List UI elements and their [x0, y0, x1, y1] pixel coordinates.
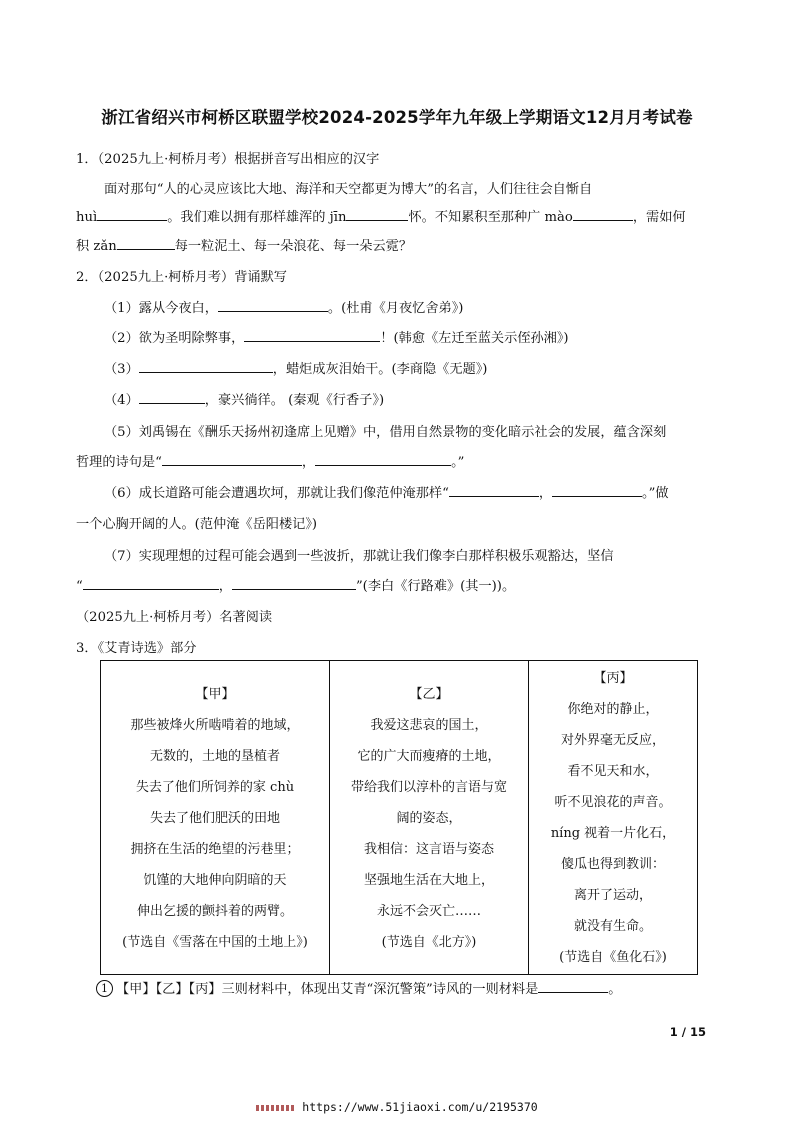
answer-blank[interactable]: [139, 360, 273, 373]
page-number: 1 / 15: [669, 1025, 706, 1039]
answer-blank[interactable]: [552, 484, 642, 497]
poem-line: 带给我们以淳朴的言语与宽: [350, 780, 507, 795]
circled-number-1: 1: [96, 980, 113, 997]
answer-blank[interactable]: [162, 453, 302, 466]
answer-blank[interactable]: [244, 329, 380, 342]
answer-blank[interactable]: [315, 453, 451, 466]
poem-line: 我相信：这言语与姿态: [363, 842, 494, 857]
poem-line: níng 视着一片化石，: [550, 826, 676, 841]
poem-jia-cell: [101, 661, 330, 975]
reading-section-heading: （2025九上·柯桥月考）名著阅读: [76, 610, 273, 625]
poem-line: 伸出乞援的颤抖着的两臂。: [136, 904, 293, 919]
answer-blank[interactable]: [83, 577, 219, 590]
answer-blank[interactable]: [232, 577, 356, 590]
recitation-item-2: （2）欲为圣明除弊事， ！(韩愈《左迁至蓝关示侄孙湘》): [104, 331, 569, 346]
answer-blank[interactable]: [117, 237, 175, 250]
poem-yi-cell: [330, 661, 529, 975]
poem-line: 你绝对的静止，: [567, 702, 659, 717]
recitation-item-1: （1）露从今夜白， 。(杜甫《月夜忆舍弟》): [104, 301, 464, 316]
answer-blank[interactable]: [97, 208, 167, 221]
recitation-item-5-line-2: 哲理的诗句是“ ， 。”: [76, 455, 465, 470]
poem-line: 听不见浪花的声音。: [554, 795, 672, 810]
poem-line: 失去了他们肥沃的田地: [149, 811, 280, 826]
answer-blank[interactable]: [346, 208, 408, 221]
poem-line: 傻瓜也得到教训：: [560, 857, 665, 872]
q3-subquestion-1: 1 【甲】【乙】【丙】三则材料中，体现出艾青“深沉警策”诗风的一则材料是 。: [96, 978, 621, 997]
poem-bing-label: 【丙】: [593, 671, 633, 686]
poem-line: 拥挤在生活的绝望的污巷里；: [130, 842, 300, 857]
question-3-heading: 3．《艾青诗选》部分: [76, 641, 197, 656]
poem-source: (节选自《北方》): [381, 935, 477, 950]
answer-blank[interactable]: [449, 484, 539, 497]
poem-line: 永远不会灭亡……: [376, 904, 481, 919]
poem-line: 饥馑的大地伸向阴暗的天: [143, 873, 287, 888]
poem-line: 我爱这悲哀的国土，: [370, 718, 488, 733]
poem-line: 它的广大而瘦瘠的土地，: [357, 749, 501, 764]
question-1-heading: 1．（2025九上·柯桥月考）根据拼音写出相应的汉字: [76, 152, 380, 167]
answer-blank[interactable]: [573, 208, 633, 221]
recitation-item-7-line-1: （7）实现理想的过程可能会遇到一些波折，那就让我们像李白那样积极乐观豁达，坚信: [104, 549, 614, 564]
poem-source: (节选自《雪落在中国的土地上》): [122, 935, 308, 950]
q1-paragraph-line-2: huì 。我们难以拥有那样雄浑的 jīn 怀。不知累积至那种广 mào ，需如何: [76, 210, 686, 225]
poem-line: 那些被烽火所啮啃着的地域，: [130, 718, 300, 733]
question-2-heading: 2．（2025九上·柯桥月考）背诵默写: [76, 270, 287, 285]
watermark-logo-icon: [256, 1105, 296, 1111]
recitation-item-6-line-2: 一个心胸开阔的人。(范仲淹《岳阳楼记》): [76, 517, 318, 532]
footer-url[interactable]: https://www.51jiaoxi.com/u/2195370: [0, 1100, 794, 1114]
answer-blank[interactable]: [218, 299, 328, 312]
recitation-item-6-line-1: （6）成长道路可能会遭遇坎坷，那就让我们像范仲淹那样“ ， 。”做: [104, 486, 669, 501]
poem-line: 阔的姿态，: [396, 811, 462, 826]
poem-line: 无数的，土地的垦植者: [149, 749, 280, 764]
answer-blank[interactable]: [139, 391, 205, 404]
recitation-item-3: （3） ，蜡炬成灰泪始干。(李商隐《无题》): [104, 362, 488, 377]
poem-jia-label: 【甲】: [195, 687, 235, 702]
recitation-item-4: （4） ，豪兴徜徉。 (秦观《行香子》): [104, 393, 385, 408]
recitation-item-5-line-1: （5）刘禹锡在《酬乐天扬州初逢席上见赠》中，借用自然景物的变化暗示社会的发展，蕴含深刻: [104, 425, 667, 440]
q1-paragraph-line-3: 积 zǎn 每一粒泥土、每一朵浪花、每一朵云霓？: [76, 239, 413, 254]
page-title: 浙江省绍兴市柯桥区联盟学校2024-2025学年九年级上学期语文12月月考试卷: [101, 108, 693, 127]
poem-line: 离开了运动，: [573, 888, 652, 903]
q1-paragraph-line-1: 面对那句“人的心灵应该比大地、海洋和天空都更为博大”的名言，人们往往会自惭自: [104, 182, 593, 197]
answer-blank[interactable]: [538, 980, 608, 993]
poem-source: (节选自《鱼化石》): [559, 950, 667, 965]
poem-line: 看不见天和水，: [567, 764, 659, 779]
poem-yi-label: 【乙】: [409, 687, 449, 702]
poem-line: 失去了他们所饲养的家 chù: [135, 780, 295, 795]
poem-line: 对外界毫无反应，: [560, 733, 665, 748]
recitation-item-7-line-2: “ ， ”(李白《行路难》(其一))。: [76, 579, 516, 594]
poem-line: 就没有生命。: [573, 919, 652, 934]
poem-bing-cell: [529, 661, 698, 975]
poem-line: 坚强地生活在大地上，: [363, 873, 494, 888]
poem-excerpts-table: [100, 660, 698, 975]
